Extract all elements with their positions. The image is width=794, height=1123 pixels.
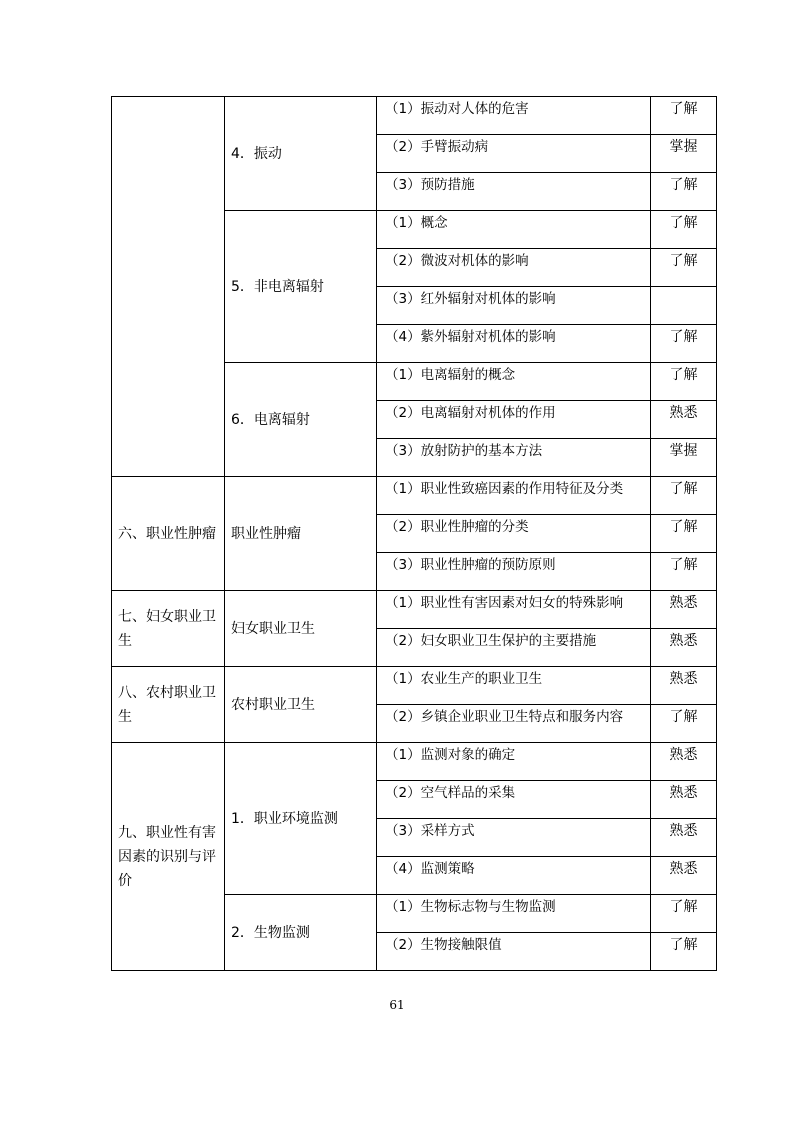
item-content: （2）职业性肿瘤的分类 — [377, 515, 651, 553]
item-level: 掌握 — [651, 135, 717, 173]
table-row — [112, 667, 717, 705]
item-level: 了解 — [651, 477, 717, 515]
topic-name: 6．电离辐射 — [225, 363, 377, 477]
item-content: （2）手臂振动病 — [377, 135, 651, 173]
item-level: 了解 — [651, 933, 717, 971]
item-level — [651, 287, 717, 325]
item-level: 了解 — [651, 211, 717, 249]
item-level: 熟悉 — [651, 591, 717, 629]
item-level: 熟悉 — [651, 857, 717, 895]
item-content: （2）空气样品的采集 — [377, 781, 651, 819]
item-content: （1）概念 — [377, 211, 651, 249]
item-level: 了解 — [651, 173, 717, 211]
item-level: 了解 — [651, 553, 717, 591]
item-level: 了解 — [651, 249, 717, 287]
item-content: （2）电离辐射对机体的作用 — [377, 401, 651, 439]
item-level: 了解 — [651, 97, 717, 135]
section-title: 六、职业性肿瘤 — [112, 477, 225, 591]
item-level: 熟悉 — [651, 781, 717, 819]
item-content: （1）职业性致癌因素的作用特征及分类 — [377, 477, 651, 515]
topic-name: 4．振动 — [225, 97, 377, 211]
item-level: 了解 — [651, 363, 717, 401]
item-level: 熟悉 — [651, 401, 717, 439]
item-level: 了解 — [651, 325, 717, 363]
item-level: 熟悉 — [651, 667, 717, 705]
item-content: （1）职业性有害因素对妇女的特殊影响 — [377, 591, 651, 629]
item-level: 掌握 — [651, 439, 717, 477]
syllabus-table-body — [112, 97, 717, 971]
syllabus-table — [111, 96, 717, 971]
topic-name: 职业性肿瘤 — [225, 477, 377, 591]
topic-name: 妇女职业卫生 — [225, 591, 377, 667]
item-content: （3）采样方式 — [377, 819, 651, 857]
item-level: 了解 — [651, 895, 717, 933]
topic-name: 5．非电离辐射 — [225, 211, 377, 363]
table-row — [112, 591, 717, 629]
item-content: （3）红外辐射对机体的影响 — [377, 287, 651, 325]
item-content: （1）监测对象的确定 — [377, 743, 651, 781]
page-number: 61 — [389, 998, 405, 1012]
item-level: 熟悉 — [651, 743, 717, 781]
item-content: （4）紫外辐射对机体的影响 — [377, 325, 651, 363]
item-content: （4）监测策略 — [377, 857, 651, 895]
topic-name: 2．生物监测 — [225, 895, 377, 971]
table-row — [112, 477, 717, 515]
topic-name: 1．职业环境监测 — [225, 743, 377, 895]
item-content: （1）振动对人体的危害 — [377, 97, 651, 135]
topic-name: 农村职业卫生 — [225, 667, 377, 743]
section-title: 九、职业性有害因素的识别与评价 — [112, 743, 225, 971]
table-row — [112, 97, 717, 135]
item-content: （1）农业生产的职业卫生 — [377, 667, 651, 705]
section-title: 八、农村职业卫生 — [112, 667, 225, 743]
section-title: 七、妇女职业卫生 — [112, 591, 225, 667]
item-content: （2）微波对机体的影响 — [377, 249, 651, 287]
item-content: （1）电离辐射的概念 — [377, 363, 651, 401]
item-content: （2）妇女职业卫生保护的主要措施 — [377, 629, 651, 667]
item-level: 了解 — [651, 515, 717, 553]
item-content: （3）放射防护的基本方法 — [377, 439, 651, 477]
item-level: 熟悉 — [651, 629, 717, 667]
item-content: （1）生物标志物与生物监测 — [377, 895, 651, 933]
table-row — [112, 743, 717, 781]
item-content: （3）职业性肿瘤的预防原则 — [377, 553, 651, 591]
item-level: 了解 — [651, 705, 717, 743]
item-content: （2）生物接触限值 — [377, 933, 651, 971]
item-content: （3）预防措施 — [377, 173, 651, 211]
section-title — [112, 97, 225, 477]
item-level: 熟悉 — [651, 819, 717, 857]
item-content: （2）乡镇企业职业卫生特点和服务内容 — [377, 705, 651, 743]
